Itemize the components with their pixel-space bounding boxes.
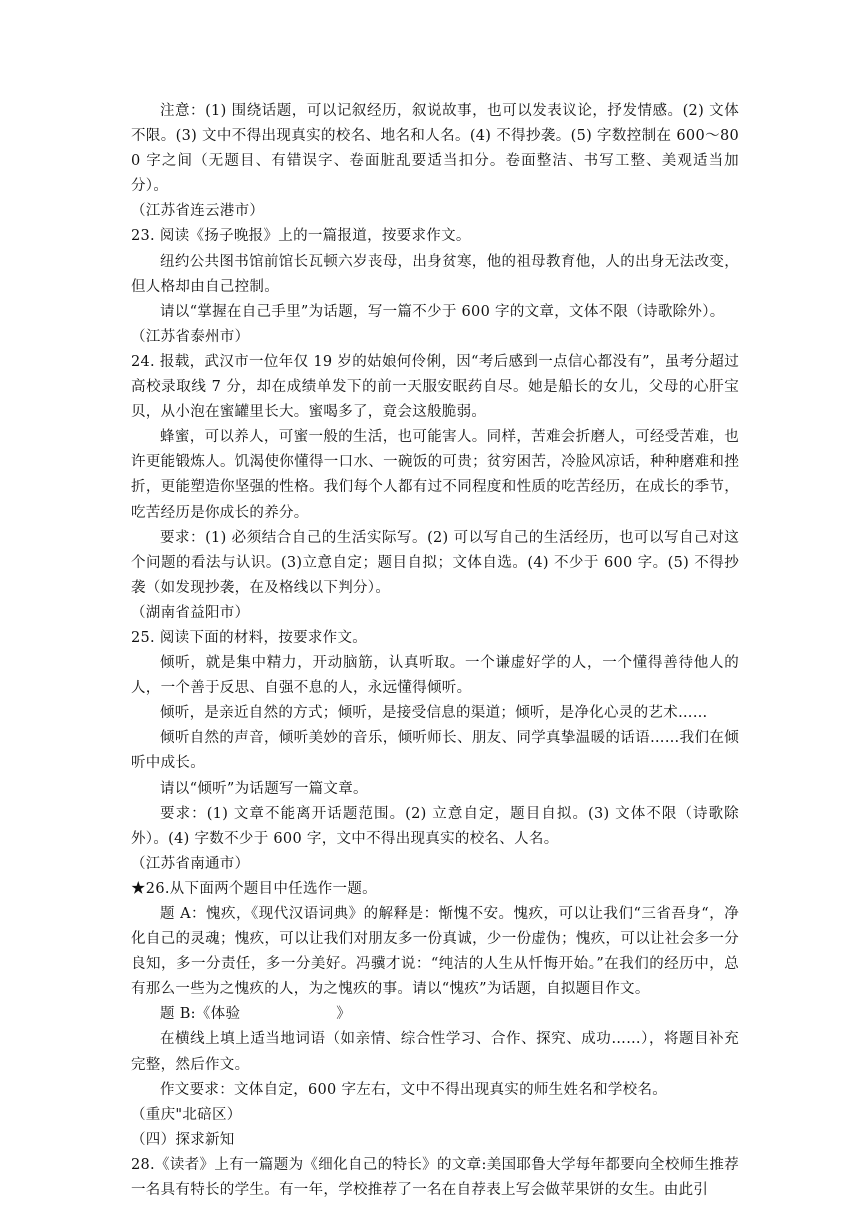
source-taizhou: （江苏省泰州市）: [131, 328, 250, 345]
paragraph-25-prompt: 请以“倾听”为话题写一篇文章。: [160, 780, 368, 797]
question-25-heading: 25. 阅读下面的材料，按要求作文。: [131, 629, 368, 646]
document-page: [131, 99, 739, 1203]
question-23-heading: 23. 阅读《扬子晚报》上的一篇报道，按要求作文。: [131, 228, 471, 245]
paragraph-23-material: 纽约公共图书馆前馆长瓦顿六岁丧母，出身贫寒，他的祖母教育他，人的出身无法改变，但人格却由自己控制。: [131, 253, 739, 295]
paragraph-25-material-3: 倾听自然的声音，倾听美妙的音乐，倾听师长、朋友、同学真挚温暖的话语……我们在倾听中成长。: [131, 730, 739, 772]
source-nantong: （江苏省南通市）: [131, 855, 250, 872]
source-yiyang: （湖南省益阳市）: [131, 604, 250, 621]
source-lianyungang: （江苏省连云港市）: [131, 203, 265, 220]
paragraph-25-material-2: 倾听，是亲近自然的方式；倾听，是接受信息的渠道；倾听，是净化心灵的艺术……: [160, 705, 708, 722]
paragraph-26-topic-b: [131, 1002, 739, 1027]
topic-b-title-close: 》: [336, 1006, 352, 1023]
paragraph-notice: 注意：(1) 围绕话题，可以记叙经历，叙说故事，也可以发表议论，抒发情感。(2) 文体不限。(3) 文中不得出现真实的校名、地名和人名。(4) 不得抄袭。(5) 字数控制在 600～800 字之间（无题目、有错误字、卷面脏乱要适当扣分。卷面整洁、书写工整、美观适当加分）。: [131, 103, 739, 195]
paragraph-24-requirements: 要求：(1) 必须结合自己的生活实际写。(2) 可以写自己的生活经历，也可以写自己对这个问题的看法与认识。(3)立意自定；题目自拟；文体自选。(4) 不少于 600 字。(5) 不得抄袭（如发现抄袭，在及格线以下判分）。: [131, 529, 739, 596]
paragraph-23-prompt: 请以“掌握在自己手里”为话题，写一篇不少于 600 字的文章，文体不限（诗歌除外）。: [160, 303, 725, 320]
topic-b-title: 题 B:《体验: [160, 1006, 241, 1023]
section-heading-explore: （四）探求新知: [131, 1131, 235, 1148]
paragraph-26-topic-a: 题 A：愧疚，《现代汉语词典》的解释是：惭愧不安。愧疚，可以让我们“三省吾身“，净化自己的灵魂；愧疚，可以让我们对朋友多一份真诚，少一份虚伪；愧疚，可以让社会多一分良知，多一分责任，多一分美好。冯骥才说：“纯洁的人生从忏悔开始。”在我们的经历中，总有那么一些为之愧疚的人，为之愧疚的事。请以“愧疚”为话题，自拟题目作文。: [131, 906, 739, 998]
paragraph-26-requirements: 作文要求：文体自定，600 字左右，文中不得出现真实的师生姓名和学校名。: [160, 1081, 668, 1098]
question-24-heading: 24. 报载，武汉市一位年仅 19 岁的姑娘何伶俐，因“考后感到一点信心都没有”，虽考分超过高校录取线 7 分，却在成绩单发下的前一天服安眠药自尽。她是船长的女儿，父母的心肝宝贝，从小泡在蜜罐里长大。蜜喝多了，竟会这般脆弱。: [131, 353, 739, 421]
question-28-paragraph: 28.《读者》上有一篇题为《细化自己的特长》的文章:美国耶鲁大学每年都要向全校师生推荐一名具有特长的学生。有一年，学校推荐了一名在自荐表上写会做苹果饼的女生。由此引: [131, 1156, 739, 1199]
paragraph-25-material-1: 倾听，就是集中精力，开动脑筋，认真听取。一个谦虚好学的人，一个懂得善待他人的人，一个善于反思、自强不息的人，永远懂得倾听。: [131, 655, 739, 697]
question-26-heading: ★26.从下面两个题目中任选作一题。: [131, 880, 377, 897]
source-beibei: （重庆"北碚区）: [131, 1106, 242, 1123]
paragraph-25-requirements: 要求：(1) 文章不能离开话题范围。(2) 立意自定，题目自拟。(3) 文体不限（诗歌除外）。(4) 字数不少于 600 字，文中不得出现真实的校名、人名。: [131, 805, 739, 847]
paragraph-26-instructions: 在横线上填上适当地词语（如亲情、综合性学习、合作、探究、成功……），将题目补充完整，然后作文。: [131, 1031, 739, 1073]
paragraph-24-material: 蜂蜜，可以养人，可蜜一般的生活，也可能害人。同样，苦难会折磨人，可经受苦难，也许更能锻炼人。饥渴使你懂得一口水、一碗饭的可贵；贫穷困苦，冷脸风凉话，种种磨难和挫折，更能塑造你坚强的性格。我们每个人都有过不同程度和性质的吃苦经历，在成长的季节，吃苦经历是你成长的养分。: [131, 429, 739, 521]
